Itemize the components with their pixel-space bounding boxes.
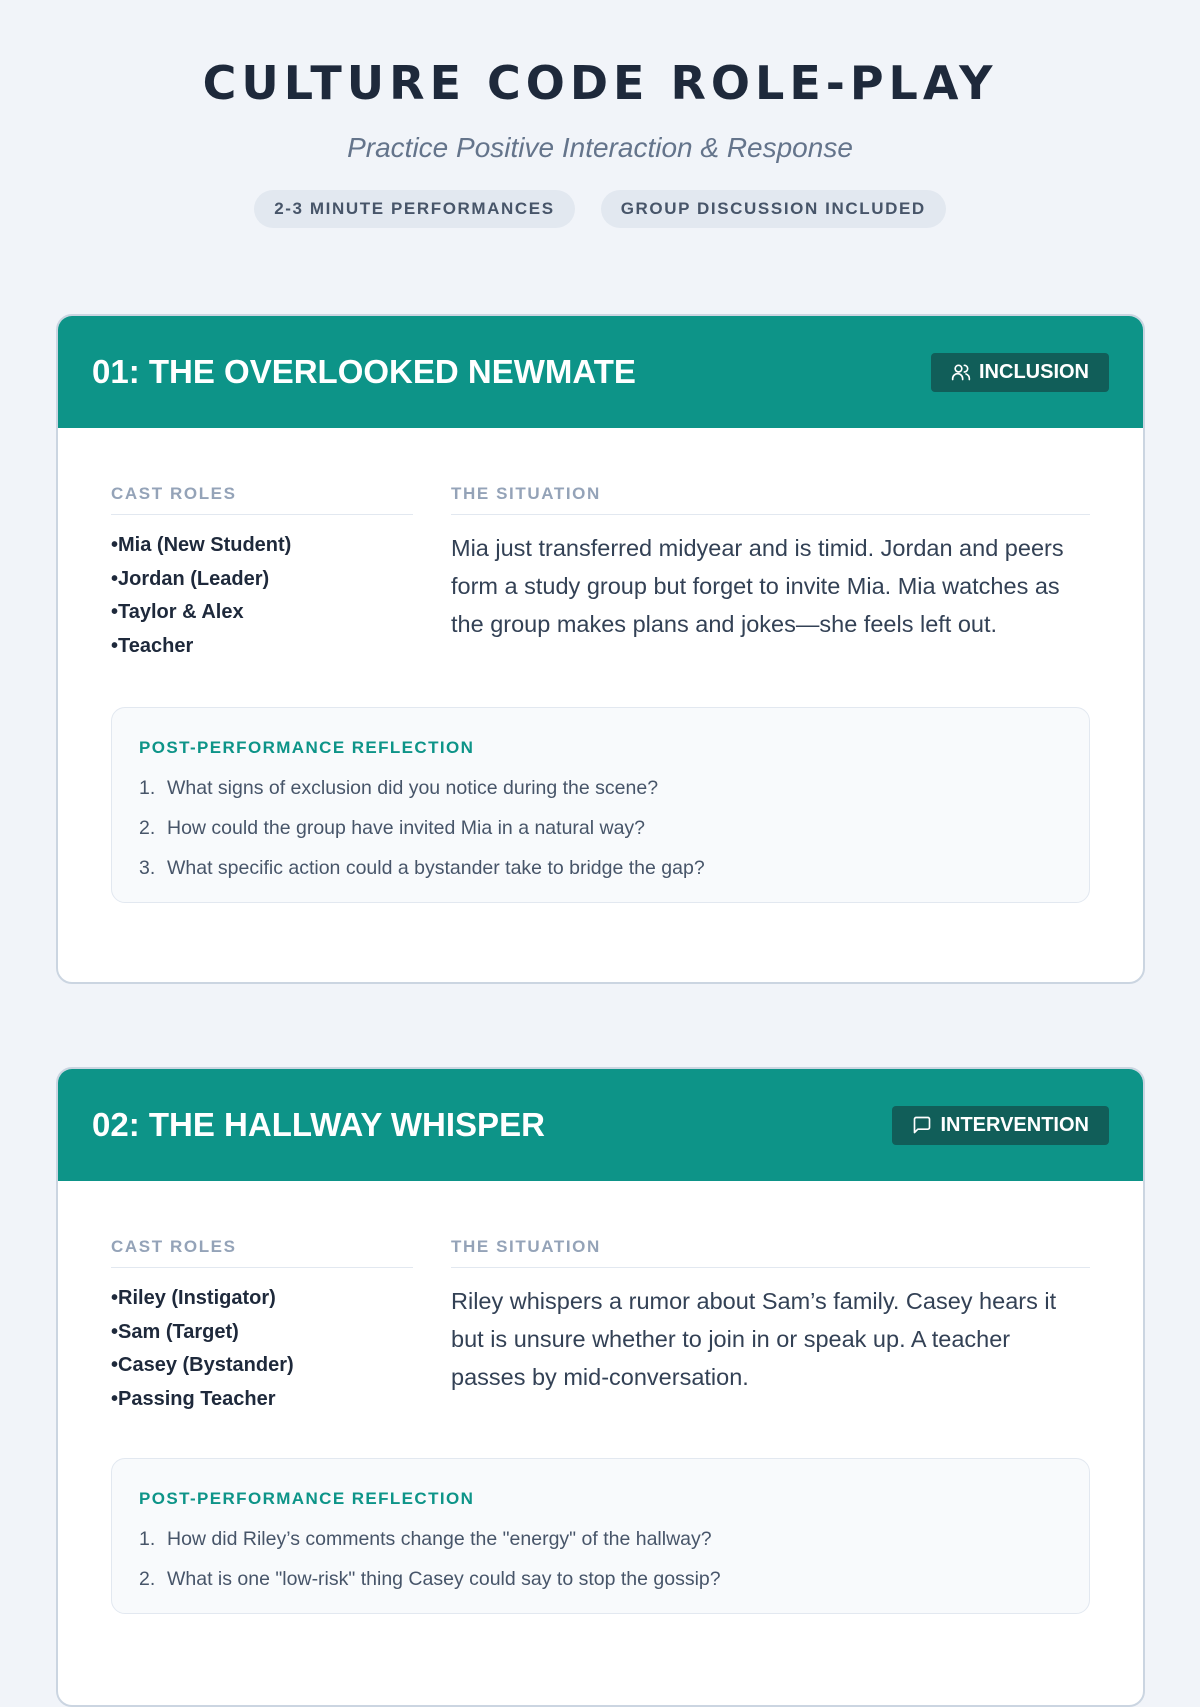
cast-item: • Teacher bbox=[111, 630, 413, 664]
situation-label: THE SITUATION bbox=[451, 1237, 1090, 1268]
scenario-title: 01: THE OVERLOOKED NEWMATE bbox=[92, 353, 636, 390]
question-number: 1. bbox=[139, 1528, 156, 1550]
cast-item: • Riley (Instigator) bbox=[111, 1282, 413, 1316]
reflection-label: POST-PERFORMANCE REFLECTION bbox=[139, 738, 475, 757]
info-pills bbox=[0, 190, 1200, 228]
question-item bbox=[139, 1559, 1062, 1599]
cast-list bbox=[111, 1282, 413, 1416]
cast-item: • Casey (Bystander) bbox=[111, 1349, 413, 1383]
situation-text: Mia just transferred midyear and is timid. Jordan and peers form a study group but forget to invite Mia. Mia watches as the group makes plans and jokes—she feels left out. bbox=[451, 535, 1064, 637]
cast-label: CAST ROLES bbox=[111, 484, 413, 515]
reflection-box bbox=[111, 707, 1090, 903]
question-text: What signs of exclusion did you notice during the scene? bbox=[167, 777, 659, 799]
cast-list bbox=[111, 529, 413, 663]
question-item bbox=[139, 768, 1062, 808]
duration-pill: 2-3 MINUTE PERFORMANCES bbox=[254, 190, 575, 228]
scenario-header bbox=[58, 1069, 1143, 1181]
category-badge bbox=[892, 1106, 1109, 1145]
question-number: 2. bbox=[139, 817, 156, 839]
question-text: What is one "low-risk" thing Casey could say to stop the gossip? bbox=[167, 1568, 721, 1590]
badge-label: INCLUSION bbox=[979, 360, 1089, 383]
question-text: What specific action could a bystander take to bridge the gap? bbox=[167, 857, 705, 879]
discussion-pill: GROUP DISCUSSION INCLUDED bbox=[601, 190, 946, 228]
question-number: 1. bbox=[139, 777, 156, 799]
question-item bbox=[139, 848, 1062, 888]
question-number: 3. bbox=[139, 857, 156, 879]
cast-item: • Sam (Target) bbox=[111, 1316, 413, 1350]
question-text: How could the group have invited Mia in a natural way? bbox=[167, 817, 646, 839]
question-number: 2. bbox=[139, 1568, 156, 1590]
situation-text: Riley whispers a rumor about Sam’s family. Casey hears it but is unsure whether to join in or speak up. A teacher passes by mid-conversation. bbox=[451, 1288, 1057, 1390]
cast-label: CAST ROLES bbox=[111, 1237, 413, 1268]
scenario-body bbox=[58, 428, 1143, 903]
cast-item: • Taylor & Alex bbox=[111, 596, 413, 630]
cast-item: • Jordan (Leader) bbox=[111, 563, 413, 597]
category-badge bbox=[931, 353, 1109, 392]
scenario-card bbox=[56, 314, 1145, 984]
scenario-body bbox=[58, 1181, 1143, 1614]
situation-section bbox=[451, 484, 1090, 663]
scenario-card bbox=[56, 1067, 1145, 1707]
situation-label: THE SITUATION bbox=[451, 484, 1090, 515]
reflection-box bbox=[111, 1458, 1090, 1614]
page-header bbox=[0, 0, 1200, 228]
situation-section bbox=[451, 1237, 1090, 1416]
question-list bbox=[139, 768, 1062, 888]
scenario-header bbox=[58, 316, 1143, 428]
cast-section bbox=[111, 1237, 413, 1416]
page-subtitle: Practice Positive Interaction & Response bbox=[347, 132, 853, 163]
message-icon bbox=[912, 1115, 932, 1135]
question-text: How did Riley’s comments change the "energy" of the hallway? bbox=[167, 1528, 712, 1550]
badge-label: INTERVENTION bbox=[940, 1113, 1089, 1136]
question-list bbox=[139, 1519, 1062, 1599]
question-item bbox=[139, 808, 1062, 848]
cast-item: • Mia (New Student) bbox=[111, 529, 413, 563]
cast-section bbox=[111, 484, 413, 663]
reflection-label: POST-PERFORMANCE REFLECTION bbox=[139, 1489, 475, 1508]
question-item bbox=[139, 1519, 1062, 1559]
page-title: CULTURE CODE ROLE-PLAY bbox=[202, 56, 998, 110]
scenario-title: 02: THE HALLWAY WHISPER bbox=[92, 1106, 545, 1143]
users-icon bbox=[951, 362, 971, 382]
cast-item: • Passing Teacher bbox=[111, 1383, 413, 1417]
